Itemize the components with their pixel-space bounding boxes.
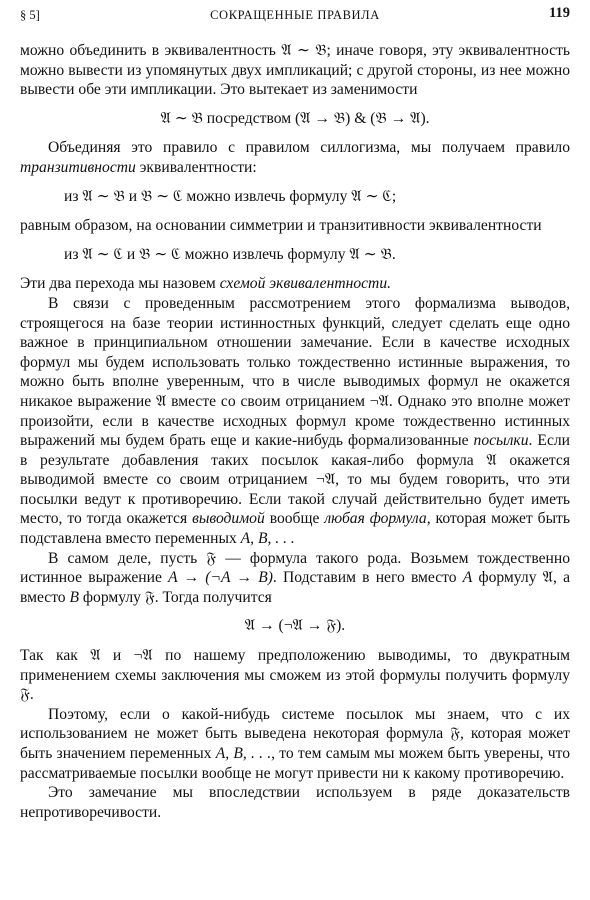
paragraph-2 — [20, 138, 570, 177]
variables: A, B, . . . — [240, 530, 295, 548]
page-number: 119 — [549, 5, 570, 21]
formula-2: из 𝔄 ∼ 𝔅 и 𝔅 ∼ ℭ можно извлечь формулу 𝔄 ∼ ℭ; — [64, 187, 397, 205]
emphasis-derivable: выводимой — [192, 510, 265, 528]
text-run: эквивалентности: — [135, 158, 257, 176]
text-run: формулу 𝔄, а вместо — [20, 569, 571, 606]
formula-3: из 𝔄 ∼ ℭ и 𝔅 ∼ ℭ можно извлечь формулу 𝔄 ∼ 𝔅. — [64, 245, 396, 263]
variable-a: A — [462, 569, 473, 587]
variables: A, B, . . . — [215, 745, 272, 762]
emphasis-transitivity: транзитивности — [20, 158, 136, 176]
text-run: , которая может быть подставлена вместо переменных — [20, 510, 570, 548]
formula-inline: A → (¬A → B) — [168, 569, 273, 587]
text-run: Объединяя это правило с правилом силлогизма, мы получаем правило — [48, 139, 570, 157]
running-header — [20, 4, 570, 24]
text-run: , то тем самым мы можем быть уверены, что рассматриваемые посылки вообще не могут привести ни к какому противоречию. — [20, 745, 570, 782]
paragraph-3: равным образом, на основании симметрии и транзитивности эквивалентности — [20, 217, 542, 235]
emphasis-premises: посылки — [473, 432, 529, 450]
text-run: Поэтому, если о какой-нибудь системе посылок мы знаем, что с их использованием не может быть выведена некоторая формула 𝔉, которая может быть значением переменных — [20, 705, 570, 762]
emphasis-equivalence-scheme: схемой эквивалентности. — [219, 275, 392, 293]
formula-1: 𝔄 ∼ 𝔅 посредством (𝔄 → 𝔅) & (𝔅 → 𝔄). — [160, 109, 430, 127]
paragraph-1: можно объединить в эквивалентность 𝔄 ∼ 𝔅; иначе говоря, эту эквивалентность можно вывести из упомянутых двух импликаций; с другой стороны, из нее можно вывести обе эти импликации. Это вытекает из заменимости — [20, 42, 570, 99]
paragraph-5 — [20, 294, 570, 549]
running-title: СОКРАЩЕННЫЕ ПРАВИЛА — [210, 8, 380, 22]
text-run: Эти два перехода мы назовем — [20, 275, 220, 293]
section-marker: § 5] — [20, 8, 40, 22]
paragraph-8 — [20, 705, 570, 783]
page-body — [20, 41, 570, 822]
paragraph-9: Это замечание мы впоследствии используем в ряде доказательств непротиворечивости. — [20, 784, 570, 821]
text-run: . Если в результате добавления таких посылок какая-либо формула 𝔄 окажется выводимой вместе со своим отрицанием ¬𝔄, то мы будем говорить, что эти посылки ведут к противоречию. Если такой случай действительно будет иметь место, то тогда окажется — [20, 432, 570, 528]
paragraph-7: Так как 𝔄 и ¬𝔄 по нашему предположению выводимы, то двукратным применением схемы заключения мы сможем из этой формулы получить формулу 𝔉. — [20, 647, 570, 704]
text-run: В самом деле, пусть 𝔉 — формула такого рода. Возьмем тождественно истинное выражение — [20, 549, 570, 587]
emphasis-any-formula: любая формула — [324, 510, 427, 528]
paragraph-6 — [20, 549, 570, 608]
variable-b: B — [69, 588, 80, 606]
paragraph-4 — [20, 274, 570, 294]
text-run: вообще — [264, 510, 325, 528]
text-run: формулу 𝔉. Тогда получится — [79, 588, 272, 606]
formula-4: 𝔄 → (¬𝔄 → 𝔉). — [244, 617, 346, 635]
text-run: . Подставим в него вместо — [272, 569, 463, 587]
text-run: В связи с проведенным рассмотрением этого формализма выводов, строящегося на базе теории истинностных функций, следует сделать еще одно важное в принципиальном отношении замечание. Если в качестве исходных формул мы будем использовать только тождественно истинные выражения, то можно быть вполне уверенным, что в числе выводимых формул не окажется никакое выражение 𝔄 вместе со своим отрицанием ¬𝔄. Однако это вполне может произойти, если в качестве исходных формул кроме тождественно истинных выражений мы будем брать еще и какие-нибудь формализованные — [20, 294, 570, 450]
